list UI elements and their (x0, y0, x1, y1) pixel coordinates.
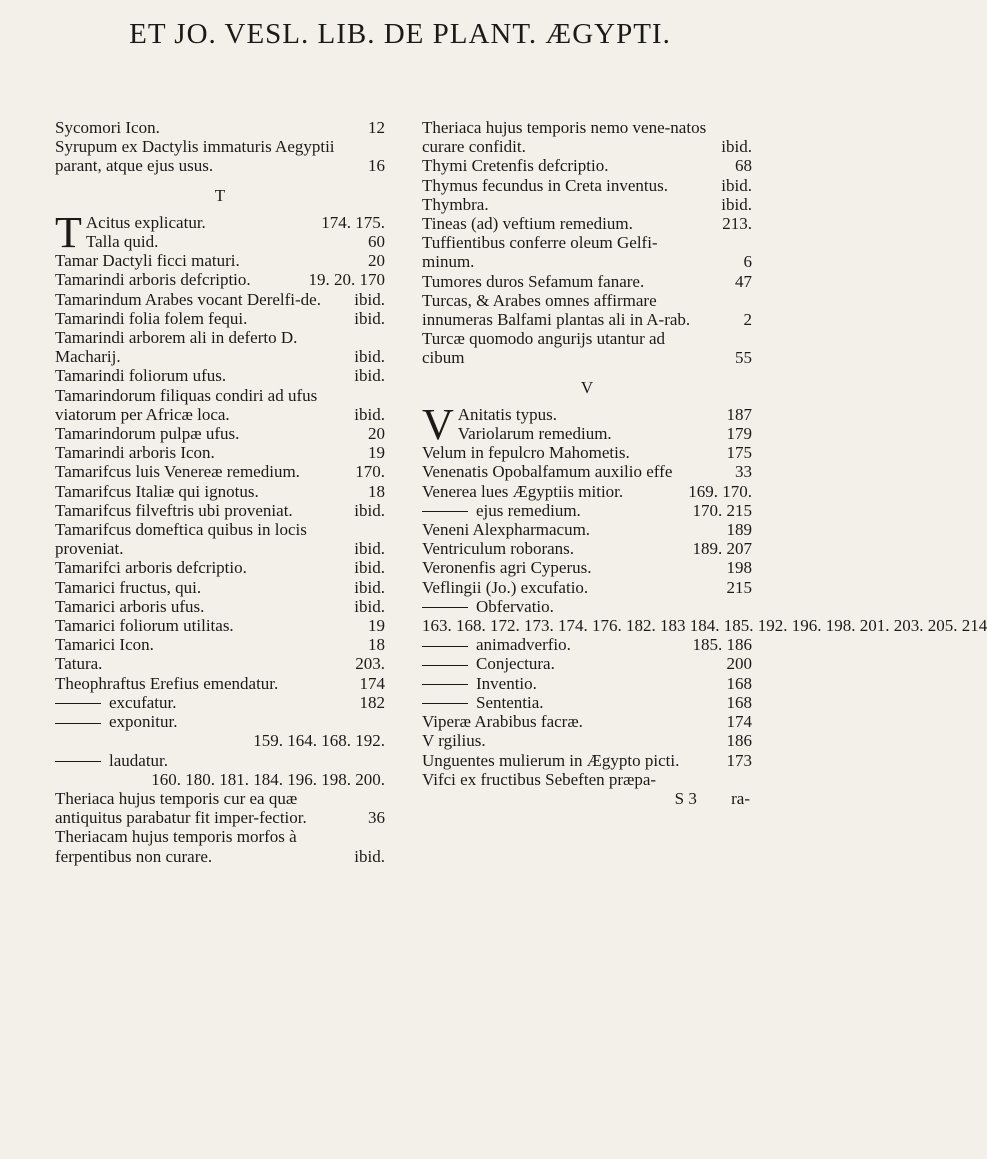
index-entry: Velum in fepulcro Mahometis. 175 (422, 443, 752, 463)
index-entry: Veneni Alexpharmacum. 189 (422, 520, 752, 540)
drop-capital: T (55, 207, 82, 257)
index-entry: Tamarindi arborem ali in deferto D. Macharij. ibid. (55, 328, 385, 367)
index-entry: Thymus fecundus in Creta inventus. ibid. (422, 175, 752, 195)
page-reference: ibid. (354, 347, 385, 367)
ditto-dash (422, 646, 468, 647)
index-entry: Tumores duros Sefamum fanare. 47 (422, 271, 752, 291)
index-entry: Tamarifcus luis Venereæ remedium. 170. (55, 462, 385, 482)
page-reference: ibid. (354, 577, 385, 597)
index-entry: Turcas, & Arabes omnes affirmare innumeras Balfami plantas ali in A-rab. 2 (422, 290, 752, 330)
ditto-dash (422, 703, 468, 704)
index-entry: Syrupum ex Dactylis immaturis Aegyptii parant, atque ejus usus. 16 (55, 137, 385, 176)
index-subentry: Inventio. 168 (422, 674, 752, 693)
page-reference: 189. 207 (692, 539, 752, 559)
index-entry: V Anitatis typus. 187 Variolarum remedium. 179 (422, 399, 752, 449)
page-reference: ibid. (721, 175, 752, 195)
page-reference: 33 (735, 462, 752, 482)
index-entry: Tamarindi folia folem fequi. ibid. (55, 308, 385, 328)
index-subentry: ejus remedium. 170. 215 (422, 501, 752, 520)
page-reference: 36 (368, 808, 385, 828)
signature-mark: S 3 (674, 788, 697, 808)
page-reference: 19 (368, 616, 385, 636)
index-entry: Tamarici fructus, qui. ibid. (55, 577, 385, 597)
page-reference: 203. (355, 654, 385, 674)
page-reference: 18 (368, 635, 385, 655)
page-reference: 185. 186 (692, 635, 752, 655)
index-entry: Theophraftus Erefius emendatur. 174 (55, 673, 385, 693)
ditto-dash (422, 511, 468, 512)
index-entry: Theriacam hujus temporis morfos à ferpentibus non curare. ibid. (55, 827, 385, 866)
index-entry: V rgilius. 186 (422, 731, 752, 751)
page-reference: 6 (743, 252, 752, 272)
index-entry: Tatura. 203. (55, 654, 385, 674)
index-entry: Tineas (ad) veftium remedium. 213. (422, 214, 752, 234)
index-entry: Ventriculum roborans. 189. 207 (422, 539, 752, 559)
index-entry: Tamarindum Arabes vocant Derelfi-de. ibid. (55, 289, 385, 309)
index-subentry: animadverfio. 185. 186 (422, 635, 752, 654)
index-entry: Venerea lues Ægyptiis mitior. 169. 170. (422, 481, 752, 501)
index-entry: Tamarici arboris ufus. ibid. (55, 596, 385, 616)
drop-capital: V (422, 399, 454, 449)
page-reference: 168 (726, 692, 752, 712)
page-reference: 175 (726, 443, 752, 463)
page-reference: 20 (368, 251, 385, 271)
index-entry: Tamarifcus domeftica quibus in locis proveniat. ibid. (55, 520, 385, 559)
index-entry: Tamarindi arboris Icon. 19 (55, 443, 385, 463)
index-entry: Tamarici Icon. 18 (55, 635, 385, 655)
index-entry: Turcæ quomodo angurijs utantur ad cibum 55 (422, 329, 752, 368)
catchword: ra- (731, 788, 750, 808)
index-entry: Unguentes mulierum in Ægypto picti. 173 (422, 750, 752, 770)
page-reference: 2 (743, 310, 752, 330)
index-entry: Viperæ Arabibus facræ. 174 (422, 712, 752, 732)
index-entry: Tuffientibus conferre oleum Gelfi-minum. 6 (422, 233, 752, 272)
page-reference: 186 (726, 731, 752, 751)
index-entry: Tamar Dactyli ficci maturi. 20 (55, 251, 385, 271)
section-letter-t: T (214, 185, 226, 205)
section-letter-v: V (580, 377, 594, 397)
index-subentry: Conjectura. 200 (422, 654, 752, 673)
page-reference: ibid. (721, 137, 752, 157)
index-entry: Thymbra. ibid. (422, 194, 752, 214)
ditto-dash (55, 703, 101, 704)
page-reference: ibid. (721, 194, 752, 214)
page-reference: 163. 168. 172. 173. 174. 176. 182. 183 184. 185. 192. 196. 198. 201. 203. 205. 214 (422, 616, 987, 636)
page-reference: 169. 170. (688, 481, 752, 501)
index-entry: Tamarifcus Italiæ qui ignotus. 18 (55, 481, 385, 501)
page-reference: ibid. (354, 596, 385, 616)
page-reference: ibid. (354, 500, 385, 520)
page-reference: ibid. (354, 366, 385, 386)
page-reference: ibid. (354, 289, 385, 309)
index-subentry: Obfervatio. 163. 168. 172. 173. 174. 176. 182. 183 184. 185. 192. 196. 198. 201. 203. 205. 214 (422, 596, 987, 636)
index-subentry: laudatur. 160. 180. 181. 184. 196. 198. 200. (55, 751, 385, 789)
page-reference: 213. (722, 214, 752, 234)
page-reference: 170. (355, 462, 385, 482)
page-reference: 68 (735, 156, 752, 176)
page-header: ET JO. VESL. LIB. DE PLANT. ÆGYPTI. (129, 18, 671, 50)
page-reference: 12 (368, 118, 385, 137)
right-column (422, 118, 987, 808)
index-entry: Thymi Cretenfis defcriptio. 68 (422, 156, 752, 176)
index-entry: Veronenfis agri Cyperus. 198 (422, 558, 752, 578)
ditto-dash (422, 607, 468, 608)
page-reference: 200 (726, 654, 752, 674)
page-reference: 19. 20. 170 (308, 270, 385, 290)
ditto-dash (422, 665, 468, 666)
index-entry: Tamarifci arboris defcriptio. ibid. (55, 558, 385, 578)
index-entry: Vifci ex fructibus Sebeften præpa- (422, 769, 657, 789)
left-column (55, 118, 385, 866)
page-reference: 174 (359, 673, 385, 693)
ditto-dash (422, 684, 468, 685)
catchword-line (422, 789, 752, 808)
index-subentry: exponitur. 159. 164. 168. 192. (55, 712, 385, 750)
page-reference: 160. 180. 181. 184. 196. 198. 200. (151, 769, 385, 789)
page-reference: 215 (726, 577, 752, 597)
page-reference: 173 (726, 750, 752, 770)
index-entry: Tamarindi arboris defcriptio. (55, 270, 251, 290)
page-reference: ibid. (354, 558, 385, 578)
index-entry: Tamarindorum pulpæ ufus. 20 (55, 424, 385, 444)
index-entry: Venenatis Opobalfamum auxilio effe 33 (422, 462, 752, 482)
ditto-dash (55, 761, 101, 762)
page-reference: ibid. (354, 404, 385, 424)
page-reference: 19 (368, 443, 385, 463)
page-reference: 189 (726, 520, 752, 540)
page-reference: ibid. (354, 308, 385, 328)
page-reference: ibid. (354, 846, 385, 866)
page-reference: 16 (368, 156, 385, 176)
page-reference: ibid. (354, 539, 385, 559)
page-reference: 20 (368, 424, 385, 444)
page-reference: 159. 164. 168. 192. (253, 731, 385, 751)
page-reference: 168 (726, 673, 752, 693)
index-subentry: excufatur. 182 (55, 693, 385, 712)
index-entry: Tamarindorum filiquas condiri ad ufus viatorum per Africæ loca. ibid. (55, 385, 385, 424)
index-entry: Theriaca hujus temporis cur ea quæ antiquitus parabatur fit imper-fectior. 36 (55, 788, 385, 828)
page-reference: 18 (368, 481, 385, 501)
page-reference: 47 (735, 271, 752, 291)
index-subentry: Sententia. 168 (422, 693, 752, 712)
index-entry: Tamarindi foliorum ufus. ibid. (55, 366, 385, 386)
index-entry: Tamarici foliorum utilitas. 19 (55, 616, 385, 636)
index-entry: T Acitus explicatur. 174. 175. Talla quid. 60 (55, 207, 385, 257)
index-entry: Tamarifcus filveftris ubi proveniat. ibid. (55, 500, 385, 520)
page-reference: 182 (359, 692, 385, 712)
ditto-dash (55, 723, 101, 724)
index-entry: Veflingii (Jo.) excufatio. 215 (422, 577, 752, 597)
index-entry: Theriaca hujus temporis nemo vene-natos curare confidit. ibid. (422, 118, 752, 157)
page-reference: 198 (726, 558, 752, 578)
page-reference: 174 (726, 712, 752, 732)
page-reference: 55 (735, 348, 752, 368)
index-entry: Sycomori Icon. 12 (55, 118, 385, 137)
